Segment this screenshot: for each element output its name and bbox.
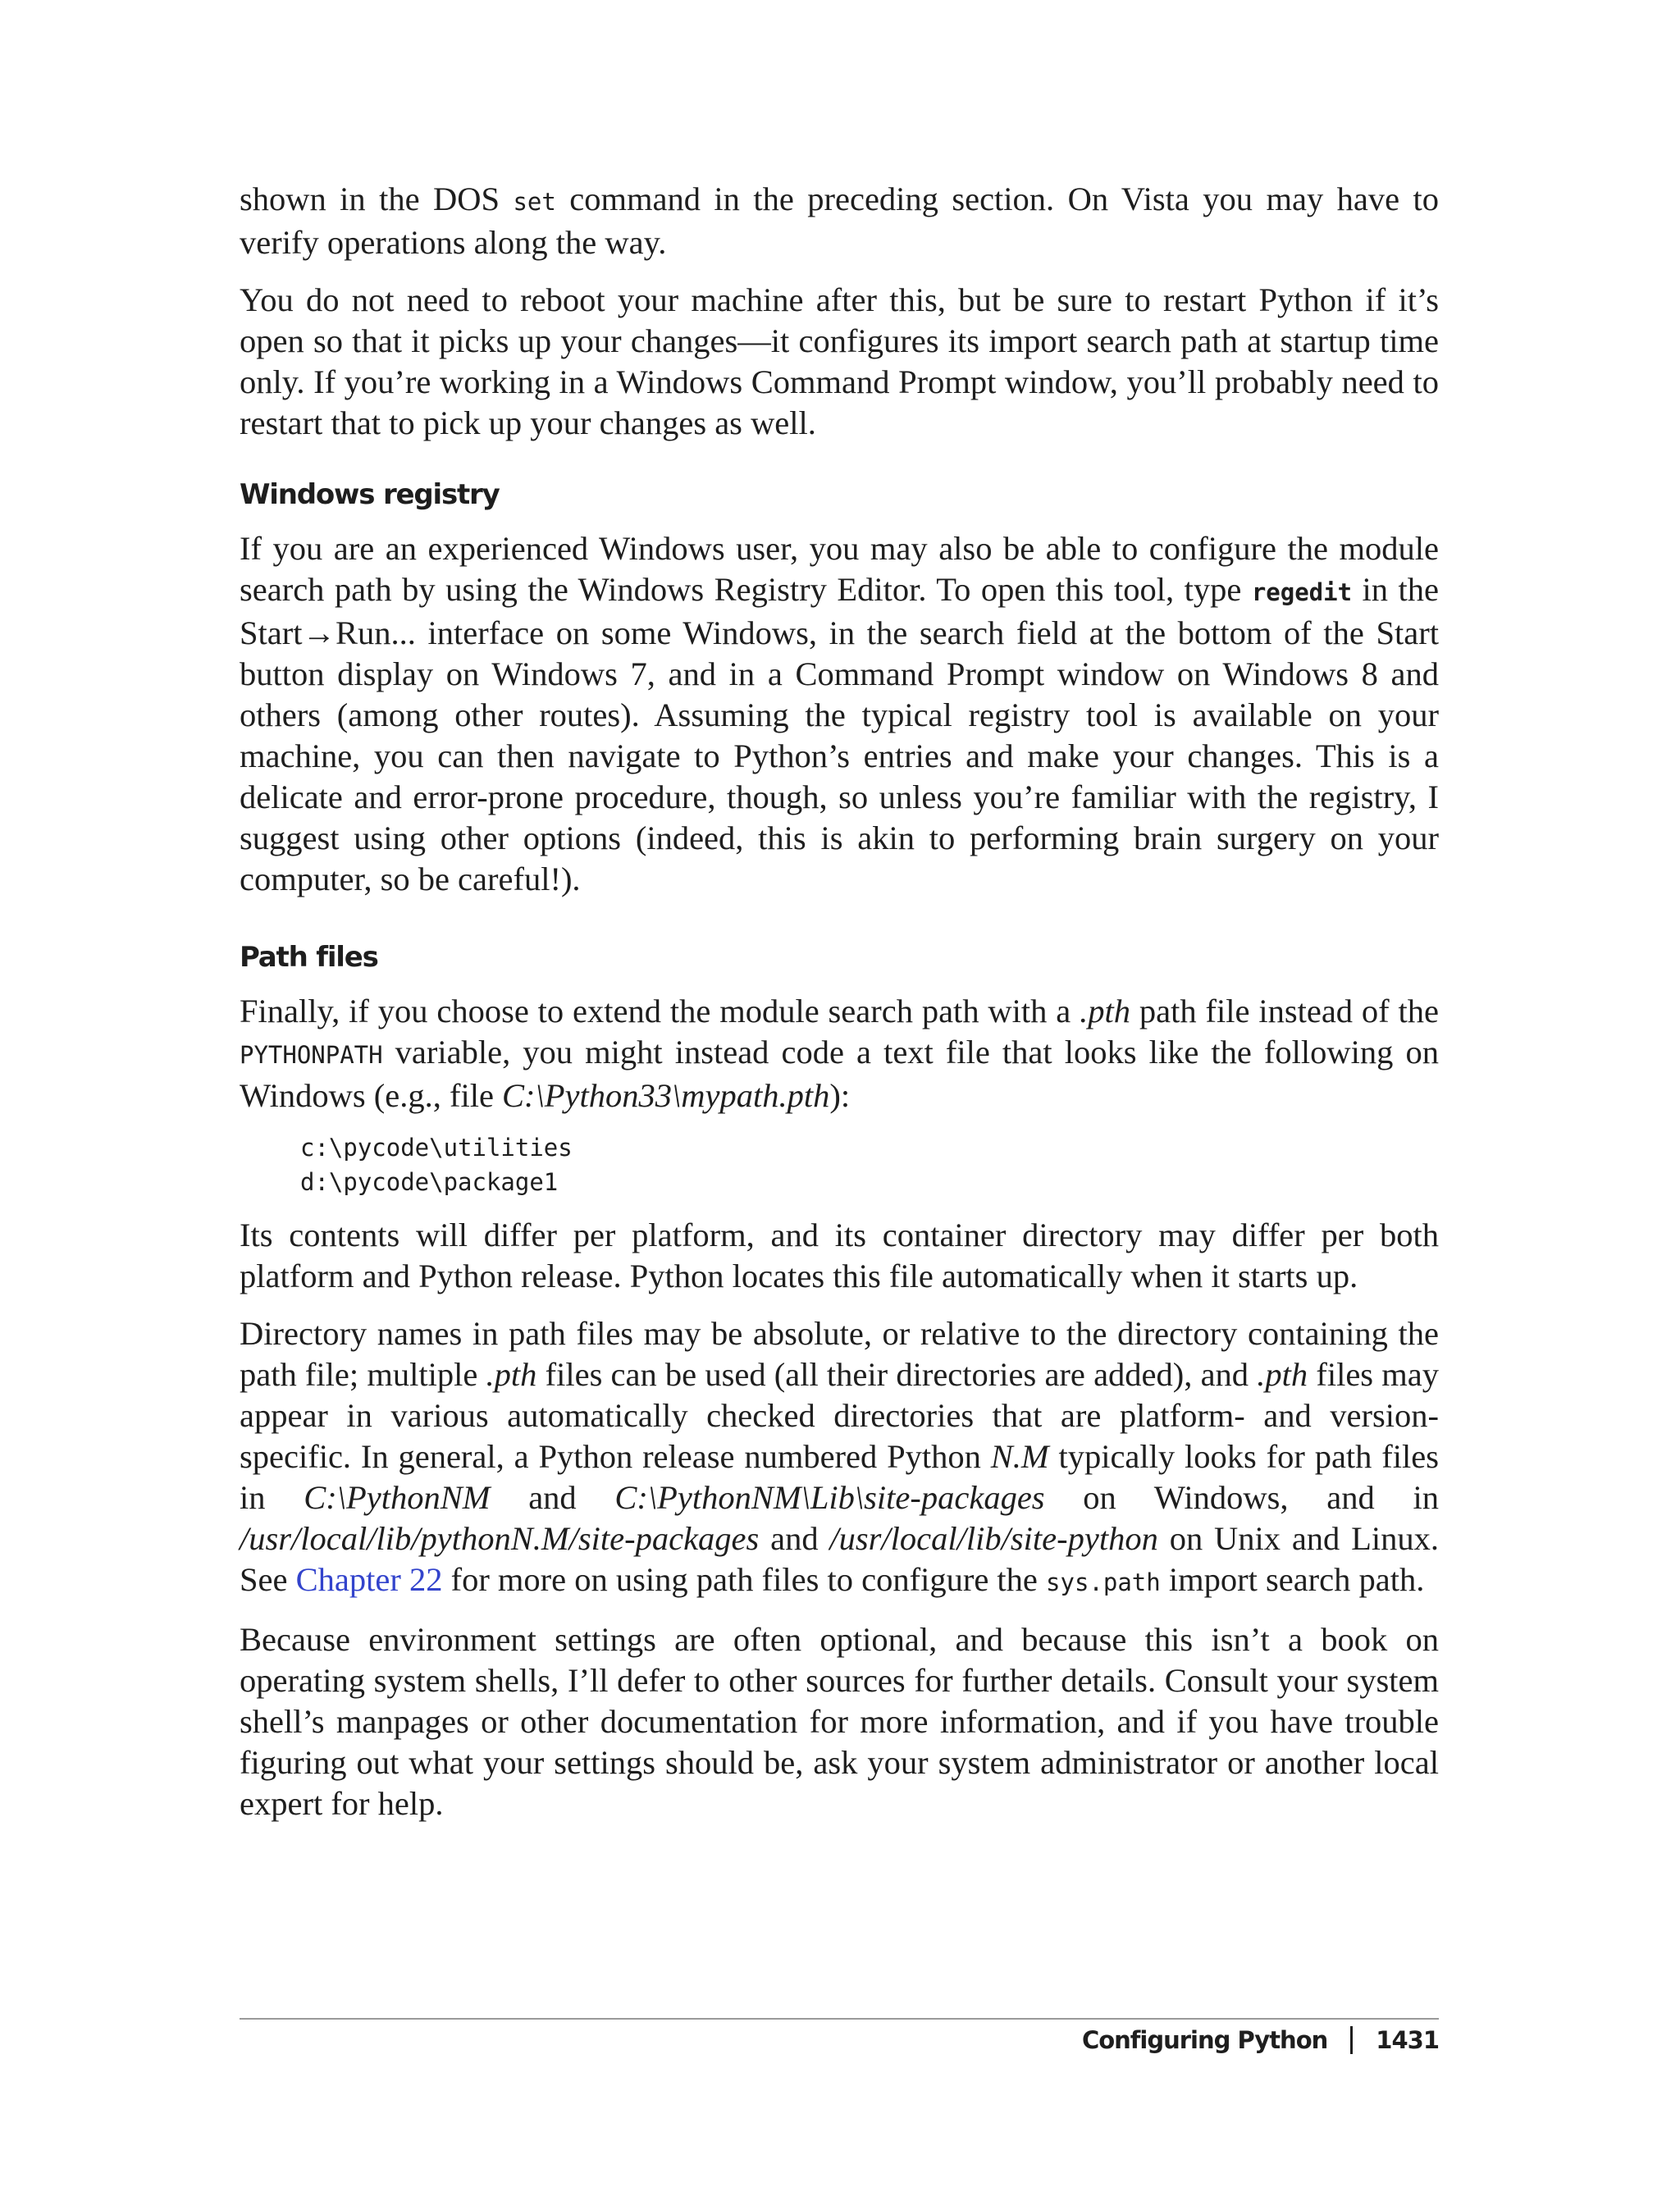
text-run: in the Start→Run... interface on some Windows, in the search field at the bottom of the Start button display on Windows 7, and in a Command Prompt window on Windows 8 and others (among other routes). Assuming the typical registry tool is available on your machine, you can then navigate to Python’s entries and make your changes. This is a delicate and error-prone procedure, though, so unless you’re familiar with the registry, I suggest using other options (indeed, this is akin to performing brain surgery on your computer, so be careful!). <box>240 571 1439 897</box>
italic-windows-path: C:\PythonNM <box>304 1479 491 1516</box>
text-run: for more on using path files to configure the <box>442 1561 1047 1598</box>
paragraph-directory-names <box>240 1313 1439 1603</box>
code-line: c:\pycode\utilities <box>300 1134 573 1162</box>
inline-code-regedit: regedit <box>1251 578 1353 606</box>
text-run: and <box>759 1520 830 1557</box>
footer-separator <box>1350 2026 1353 2054</box>
heading-windows-registry: Windows registry <box>240 478 500 511</box>
text-run: on Unix and Linux. See <box>240 1520 1439 1598</box>
paragraph-environment-settings: Because environment settings are often optional, and because this isn’t a book on operating system shells, I’ll defer to other sources for further details. Consult your system shell’s manpages or other documentation for more information, and if you have trouble figuring out what your settings should be, ask your system administrator or another local expert for help. <box>240 1621 1439 1822</box>
text-run: import search path. <box>1160 1561 1425 1598</box>
footer-section-title: Configuring Python <box>1081 2026 1328 2054</box>
heading-path-files: Path files <box>240 941 378 974</box>
text-run: command in the preceding section. On Vista you may have to verify operations along the way. <box>240 180 1439 261</box>
text-run: If you are an experienced Windows user, you may also be able to configure the module search path by using the Windows Registry Editor. To open this tool, type <box>240 530 1439 608</box>
code-line: d:\pycode\package1 <box>300 1168 559 1196</box>
text-run: shown in the DOS <box>240 180 514 217</box>
text-run: variable, you might instead code a text file that looks like the following on Windows (e.g., file <box>240 1034 1439 1114</box>
paragraph-dos-set <box>240 179 1439 263</box>
inline-code-set: set <box>513 188 556 216</box>
italic-unix-site-python: /usr/local/lib/site-python <box>829 1520 1158 1557</box>
italic-pth: .pth <box>1080 993 1131 1029</box>
text-run: path file instead of the <box>1130 993 1439 1029</box>
text-run: files can be used (all their directories are added), and <box>536 1356 1258 1393</box>
page-number: 1431 <box>1376 2026 1439 2054</box>
paragraph-contents-differ: Its contents will differ per platform, and its container directory may differ per both platform and Python release. Python locates this file automatically when it starts up. <box>240 1217 1439 1294</box>
inline-code-pythonpath: PYTHONPATH <box>240 1041 383 1069</box>
text-run: typically looks for path files in <box>240 1438 1439 1516</box>
page-footer <box>1082 2026 1439 2054</box>
text-run: on Windows, and in <box>1044 1479 1439 1516</box>
italic-version: N.M <box>990 1438 1049 1475</box>
italic-unix-site-packages: /usr/local/lib/pythonN.M/site-packages <box>240 1520 760 1557</box>
text-run: Finally, if you choose to extend the module search path with a <box>240 993 1080 1029</box>
text-run: ): <box>829 1077 851 1114</box>
paragraph-pth-intro <box>240 991 1439 1116</box>
italic-windows-site-packages: C:\PythonNM\Lib\site-packages <box>614 1479 1045 1516</box>
text-run: Directory names in path files may be absolute, or relative to the directory containing the path file; multiple <box>240 1315 1439 1393</box>
text-run: files may appear in various automatically checked directories that are platform- and version-specific. In general, a Python release numbered Python <box>240 1356 1439 1475</box>
chapter-22-link[interactable]: Chapter 22 <box>295 1561 443 1598</box>
text-run: and <box>490 1479 615 1516</box>
code-block <box>300 1130 1439 1199</box>
paragraph-reboot: You do not need to reboot your machine after this, but be sure to restart Python if it’s open so that it picks up your changes—it configures its import search path at startup time only. If you’re working in a Windows Command Prompt window, you’ll probably need to restart that to pick up your changes as well. <box>240 281 1439 441</box>
page-body <box>240 179 1439 1824</box>
italic-file-path: C:\Python33\mypath.pth <box>502 1077 830 1114</box>
italic-pth: .pth <box>1257 1356 1308 1393</box>
paragraph-registry <box>240 528 1439 900</box>
italic-pth: .pth <box>486 1356 537 1393</box>
inline-code-sys-path: sys.path <box>1046 1568 1161 1596</box>
footer-divider <box>240 2018 1439 2020</box>
